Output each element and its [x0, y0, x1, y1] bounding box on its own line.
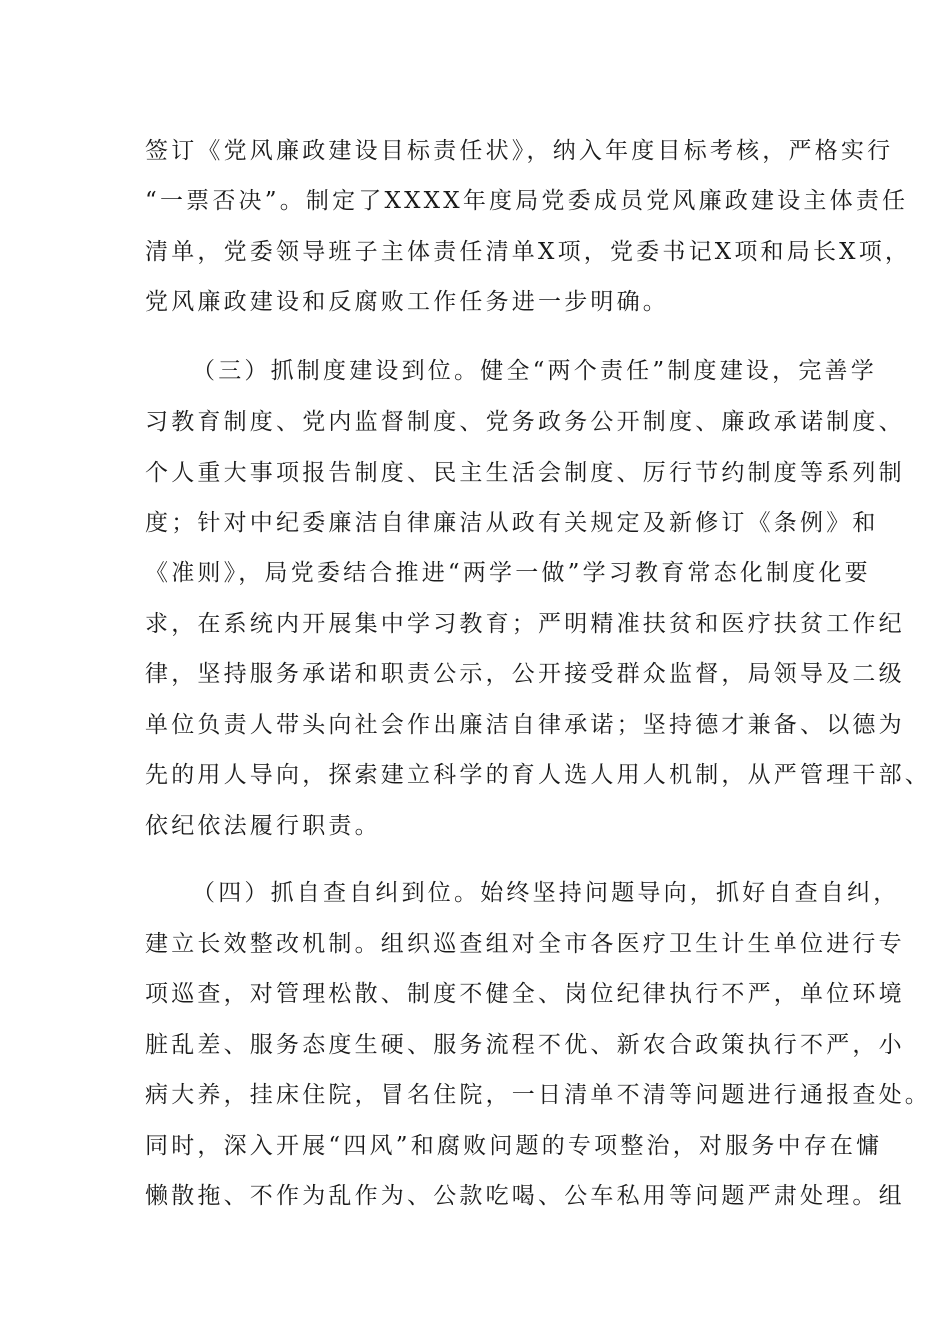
text-line: 党风廉政建设和反腐败工作任务进一步明确。 [145, 289, 669, 315]
text-line: 项巡查，对管理松散、制度不健全、岗位纪律执行不严，单位环境 [145, 981, 905, 1007]
text-line: 病大养，挂床住院，冒名住院，一日清单不清等问题进行通报查处。 [145, 1082, 931, 1108]
text-line: 习教育制度、党内监督制度、党务政务公开制度、廉政承诺制度、 [145, 409, 905, 435]
paragraph-heading-4: （四）抓自查自纠到位。始终坚持问题导向，抓好自查自纠， [192, 880, 900, 906]
text-line: 度；针对中纪委廉洁自律廉洁从政有关规定及新修订《条例》和 [145, 510, 879, 536]
text-line: 单位负责人带头向社会作出廉洁自律承诺；坚持德才兼备、以德为 [145, 712, 905, 738]
text-line: 建立长效整改机制。组织巡查组对全市各医疗卫生计生单位进行专 [145, 931, 905, 957]
text-line: 脏乱差、服务态度生硬、服务流程不优、新农合政策执行不严，小 [145, 1032, 905, 1058]
paragraph-heading-3: （三）抓制度建设到位。健全“两个责任”制度建设，完善学 [192, 358, 877, 384]
text-line: 个人重大事项报告制度、民主生活会制度、厉行节约制度等系列制 [145, 460, 905, 486]
text-line: 同时，深入开展“四风”和腐败问题的专项整治，对服务中存在慵 [145, 1133, 883, 1159]
text-line: 律，坚持服务承诺和职责公示，公开接受群众监督，局领导及二级 [145, 661, 905, 687]
text-line: 依纪依法履行职责。 [145, 813, 381, 839]
text-line: “一票否决”。制定了XXXX年度局党委成员党风廉政建设主体责任 [145, 188, 909, 214]
text-line: 清单，党委领导班子主体责任清单X项，党委书记X项和局长X项， [145, 239, 912, 265]
text-line: 签订《党风廉政建设目标责任状》，纳入年度目标考核，严格实行 [145, 138, 894, 164]
text-line: 懒散拖、不作为乱作为、公款吃喝、公车私用等问题严肃处理。组 [145, 1183, 905, 1209]
text-line: 《准则》，局党委结合推进“两学一做”学习教育常态化制度化要 [145, 560, 871, 586]
text-line: 先的用人导向，探索建立科学的育人选人用人机制，从严管理干部、 [145, 762, 931, 788]
text-line: 求，在系统内开展集中学习教育；严明精准扶贫和医疗扶贫工作纪 [145, 611, 905, 637]
